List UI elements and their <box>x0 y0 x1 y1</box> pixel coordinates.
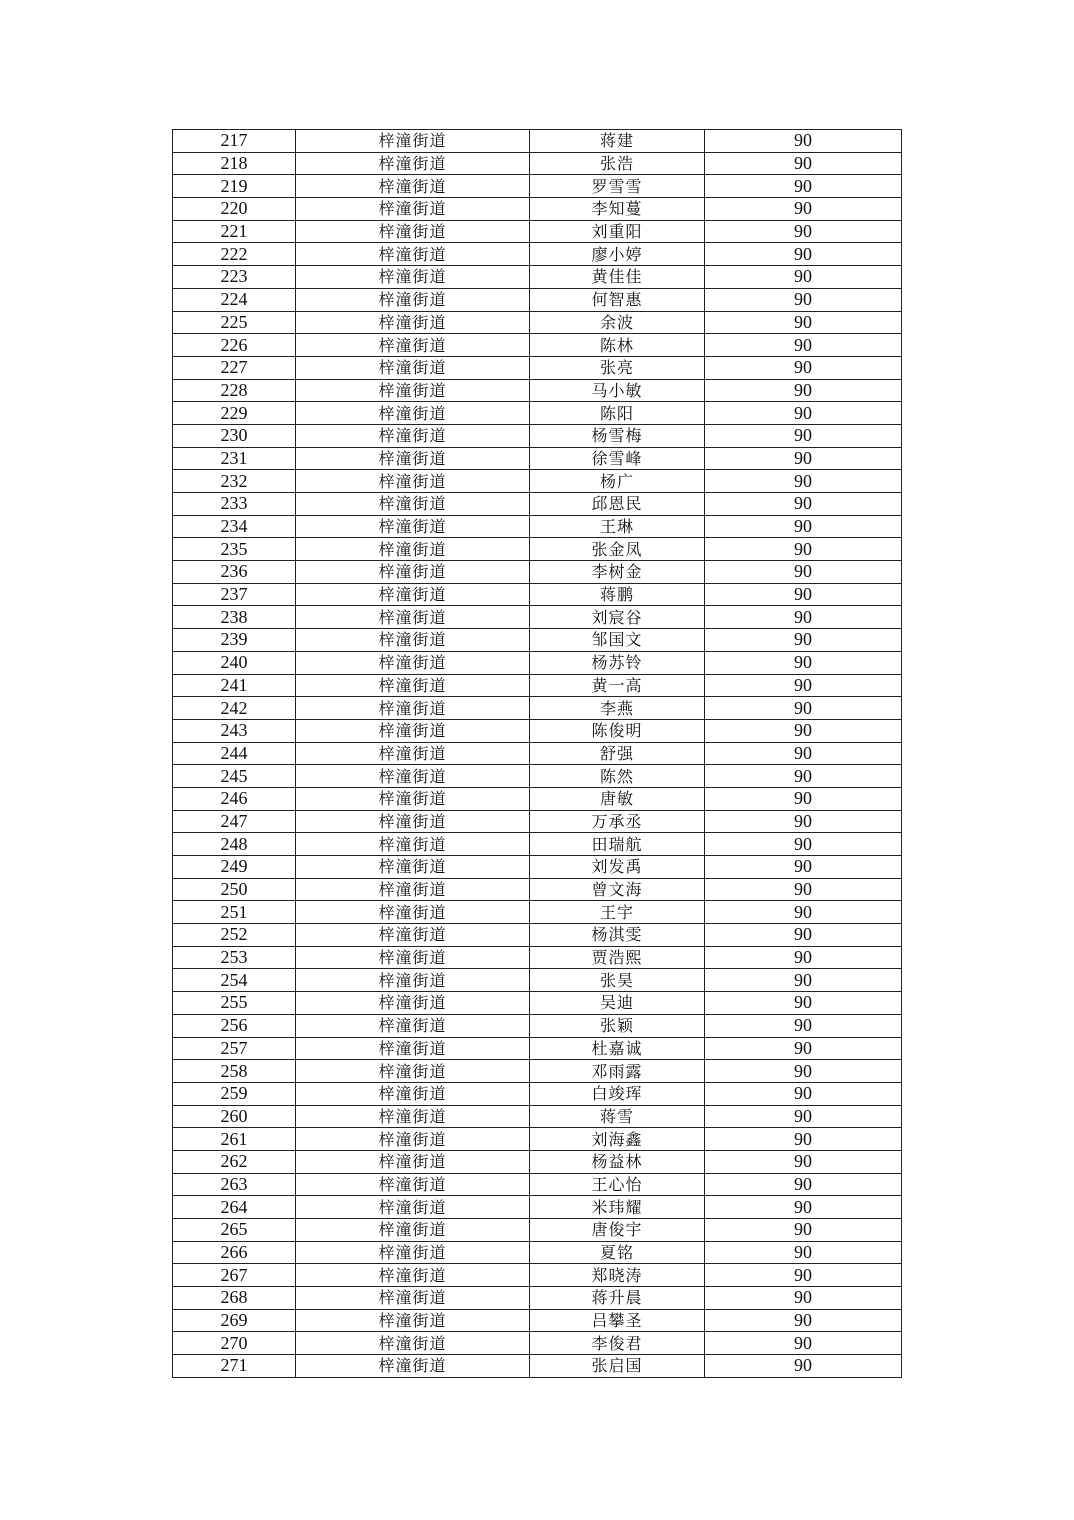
table-row <box>173 833 902 856</box>
cell-name: 黄佳佳 <box>530 266 705 289</box>
table-row <box>173 810 902 833</box>
cell-street: 梓潼街道 <box>296 856 530 879</box>
cell-street: 梓潼街道 <box>296 1287 530 1310</box>
cell-score: 90 <box>705 1128 902 1151</box>
cell-street: 梓潼街道 <box>296 1128 530 1151</box>
cell-street: 梓潼街道 <box>296 1264 530 1287</box>
cell-score: 90 <box>705 583 902 606</box>
cell-street: 梓潼街道 <box>296 1332 530 1355</box>
cell-name: 马小敏 <box>530 379 705 402</box>
cell-score: 90 <box>705 402 902 425</box>
cell-number: 232 <box>173 470 296 493</box>
cell-street: 梓潼街道 <box>296 424 530 447</box>
cell-number: 238 <box>173 606 296 629</box>
table-row <box>173 697 902 720</box>
cell-score: 90 <box>705 924 902 947</box>
cell-number: 228 <box>173 379 296 402</box>
cell-street: 梓潼街道 <box>296 515 530 538</box>
cell-number: 259 <box>173 1082 296 1105</box>
cell-name: 杨淇雯 <box>530 924 705 947</box>
cell-name: 徐雪峰 <box>530 447 705 470</box>
cell-number: 255 <box>173 992 296 1015</box>
cell-number: 265 <box>173 1219 296 1242</box>
cell-name: 刘海鑫 <box>530 1128 705 1151</box>
table-row <box>173 1196 902 1219</box>
cell-name: 陈然 <box>530 765 705 788</box>
table-row <box>173 606 902 629</box>
cell-name: 贾浩熙 <box>530 946 705 969</box>
cell-street: 梓潼街道 <box>296 334 530 357</box>
table-row <box>173 356 902 379</box>
roster-table <box>172 129 902 1378</box>
cell-score: 90 <box>705 969 902 992</box>
cell-number: 233 <box>173 493 296 516</box>
table-row <box>173 402 902 425</box>
cell-name: 李知蔓 <box>530 198 705 221</box>
table-row <box>173 878 902 901</box>
cell-name: 王宇 <box>530 901 705 924</box>
table-row <box>173 424 902 447</box>
cell-score: 90 <box>705 1082 902 1105</box>
cell-number: 243 <box>173 719 296 742</box>
cell-number: 254 <box>173 969 296 992</box>
cell-score: 90 <box>705 1014 902 1037</box>
cell-name: 黄一高 <box>530 674 705 697</box>
cell-score: 90 <box>705 856 902 879</box>
cell-name: 舒强 <box>530 742 705 765</box>
cell-name: 李燕 <box>530 697 705 720</box>
cell-number: 264 <box>173 1196 296 1219</box>
cell-name: 张浩 <box>530 152 705 175</box>
table-row <box>173 901 902 924</box>
cell-number: 226 <box>173 334 296 357</box>
cell-street: 梓潼街道 <box>296 538 530 561</box>
cell-name: 刘重阳 <box>530 220 705 243</box>
cell-number: 262 <box>173 1150 296 1173</box>
cell-score: 90 <box>705 130 902 153</box>
cell-number: 247 <box>173 810 296 833</box>
cell-score: 90 <box>705 946 902 969</box>
cell-name: 蒋鹏 <box>530 583 705 606</box>
table-row <box>173 266 902 289</box>
cell-score: 90 <box>705 697 902 720</box>
cell-score: 90 <box>705 674 902 697</box>
cell-name: 米玮耀 <box>530 1196 705 1219</box>
cell-score: 90 <box>705 266 902 289</box>
cell-score: 90 <box>705 243 902 266</box>
cell-number: 219 <box>173 175 296 198</box>
cell-number: 242 <box>173 697 296 720</box>
table-row <box>173 856 902 879</box>
table-row <box>173 992 902 1015</box>
cell-score: 90 <box>705 1355 902 1378</box>
cell-name: 吕攀圣 <box>530 1309 705 1332</box>
cell-number: 244 <box>173 742 296 765</box>
cell-number: 223 <box>173 266 296 289</box>
roster-table-body <box>173 130 902 1378</box>
cell-name: 万承丞 <box>530 810 705 833</box>
table-row <box>173 1150 902 1173</box>
cell-number: 237 <box>173 583 296 606</box>
table-row <box>173 1287 902 1310</box>
table-row <box>173 515 902 538</box>
cell-name: 杜嘉诚 <box>530 1037 705 1060</box>
table-row <box>173 198 902 221</box>
cell-score: 90 <box>705 447 902 470</box>
cell-number: 252 <box>173 924 296 947</box>
cell-number: 227 <box>173 356 296 379</box>
cell-street: 梓潼街道 <box>296 583 530 606</box>
cell-street: 梓潼街道 <box>296 1173 530 1196</box>
cell-name: 张颖 <box>530 1014 705 1037</box>
cell-score: 90 <box>705 561 902 584</box>
cell-number: 263 <box>173 1173 296 1196</box>
cell-name: 何智惠 <box>530 288 705 311</box>
cell-score: 90 <box>705 833 902 856</box>
cell-street: 梓潼街道 <box>296 969 530 992</box>
cell-score: 90 <box>705 810 902 833</box>
table-row <box>173 288 902 311</box>
table-row <box>173 152 902 175</box>
cell-name: 李树金 <box>530 561 705 584</box>
cell-street: 梓潼街道 <box>296 878 530 901</box>
table-row <box>173 1309 902 1332</box>
cell-number: 239 <box>173 629 296 652</box>
cell-name: 杨广 <box>530 470 705 493</box>
cell-name: 陈俊明 <box>530 719 705 742</box>
table-row <box>173 674 902 697</box>
cell-score: 90 <box>705 220 902 243</box>
cell-number: 253 <box>173 946 296 969</box>
cell-score: 90 <box>705 1173 902 1196</box>
cell-street: 梓潼街道 <box>296 992 530 1015</box>
cell-street: 梓潼街道 <box>296 152 530 175</box>
cell-number: 222 <box>173 243 296 266</box>
table-row <box>173 243 902 266</box>
cell-street: 梓潼街道 <box>296 1355 530 1378</box>
cell-street: 梓潼街道 <box>296 674 530 697</box>
cell-number: 224 <box>173 288 296 311</box>
table-row <box>173 1355 902 1378</box>
cell-name: 唐俊宇 <box>530 1219 705 1242</box>
cell-street: 梓潼街道 <box>296 1082 530 1105</box>
cell-street: 梓潼街道 <box>296 1105 530 1128</box>
cell-number: 267 <box>173 1264 296 1287</box>
cell-score: 90 <box>705 742 902 765</box>
cell-street: 梓潼街道 <box>296 356 530 379</box>
cell-street: 梓潼街道 <box>296 447 530 470</box>
cell-score: 90 <box>705 787 902 810</box>
cell-score: 90 <box>705 1037 902 1060</box>
cell-number: 235 <box>173 538 296 561</box>
cell-name: 刘发禹 <box>530 856 705 879</box>
cell-score: 90 <box>705 198 902 221</box>
cell-number: 241 <box>173 674 296 697</box>
cell-street: 梓潼街道 <box>296 697 530 720</box>
cell-name: 杨苏铃 <box>530 651 705 674</box>
cell-score: 90 <box>705 1105 902 1128</box>
table-row <box>173 969 902 992</box>
cell-name: 郑晓涛 <box>530 1264 705 1287</box>
cell-street: 梓潼街道 <box>296 288 530 311</box>
cell-street: 梓潼街道 <box>296 719 530 742</box>
cell-street: 梓潼街道 <box>296 1241 530 1264</box>
cell-score: 90 <box>705 1287 902 1310</box>
table-row <box>173 1060 902 1083</box>
table-row <box>173 1219 902 1242</box>
cell-number: 229 <box>173 402 296 425</box>
cell-name: 蒋建 <box>530 130 705 153</box>
table-row <box>173 538 902 561</box>
cell-number: 220 <box>173 198 296 221</box>
cell-score: 90 <box>705 288 902 311</box>
cell-number: 240 <box>173 651 296 674</box>
cell-score: 90 <box>705 1309 902 1332</box>
cell-number: 269 <box>173 1309 296 1332</box>
table-row <box>173 1105 902 1128</box>
cell-score: 90 <box>705 334 902 357</box>
cell-score: 90 <box>705 651 902 674</box>
cell-number: 245 <box>173 765 296 788</box>
cell-number: 221 <box>173 220 296 243</box>
table-row <box>173 470 902 493</box>
cell-name: 陈阳 <box>530 402 705 425</box>
cell-street: 梓潼街道 <box>296 606 530 629</box>
cell-number: 271 <box>173 1355 296 1378</box>
cell-number: 251 <box>173 901 296 924</box>
table-row <box>173 1264 902 1287</box>
cell-name: 张亮 <box>530 356 705 379</box>
cell-name: 邹国文 <box>530 629 705 652</box>
cell-name: 唐敏 <box>530 787 705 810</box>
table-row <box>173 1241 902 1264</box>
cell-score: 90 <box>705 356 902 379</box>
table-row <box>173 629 902 652</box>
cell-name: 吴迪 <box>530 992 705 1015</box>
cell-name: 罗雪雪 <box>530 175 705 198</box>
cell-score: 90 <box>705 901 902 924</box>
cell-street: 梓潼街道 <box>296 130 530 153</box>
table-row <box>173 946 902 969</box>
cell-score: 90 <box>705 379 902 402</box>
table-row <box>173 493 902 516</box>
cell-number: 231 <box>173 447 296 470</box>
cell-name: 张金凤 <box>530 538 705 561</box>
table-row <box>173 651 902 674</box>
cell-name: 杨益林 <box>530 1150 705 1173</box>
cell-street: 梓潼街道 <box>296 787 530 810</box>
cell-number: 260 <box>173 1105 296 1128</box>
cell-score: 90 <box>705 606 902 629</box>
cell-street: 梓潼街道 <box>296 810 530 833</box>
cell-score: 90 <box>705 765 902 788</box>
cell-score: 90 <box>705 152 902 175</box>
table-row <box>173 1173 902 1196</box>
cell-score: 90 <box>705 470 902 493</box>
table-row <box>173 379 902 402</box>
cell-street: 梓潼街道 <box>296 243 530 266</box>
cell-score: 90 <box>705 1332 902 1355</box>
cell-street: 梓潼街道 <box>296 470 530 493</box>
cell-street: 梓潼街道 <box>296 742 530 765</box>
cell-street: 梓潼街道 <box>296 1150 530 1173</box>
cell-street: 梓潼街道 <box>296 311 530 334</box>
cell-street: 梓潼街道 <box>296 1014 530 1037</box>
table-row <box>173 1082 902 1105</box>
cell-street: 梓潼街道 <box>296 833 530 856</box>
cell-street: 梓潼街道 <box>296 651 530 674</box>
cell-number: 250 <box>173 878 296 901</box>
cell-street: 梓潼街道 <box>296 1037 530 1060</box>
cell-score: 90 <box>705 538 902 561</box>
cell-number: 249 <box>173 856 296 879</box>
cell-street: 梓潼街道 <box>296 765 530 788</box>
cell-street: 梓潼街道 <box>296 402 530 425</box>
table-row <box>173 924 902 947</box>
cell-name: 陈林 <box>530 334 705 357</box>
table-row <box>173 719 902 742</box>
table-row <box>173 175 902 198</box>
cell-name: 邓雨露 <box>530 1060 705 1083</box>
cell-name: 邱恩民 <box>530 493 705 516</box>
cell-number: 261 <box>173 1128 296 1151</box>
cell-name: 白竣珲 <box>530 1082 705 1105</box>
cell-score: 90 <box>705 992 902 1015</box>
cell-score: 90 <box>705 1219 902 1242</box>
table-row <box>173 1014 902 1037</box>
table-row <box>173 130 902 153</box>
cell-score: 90 <box>705 175 902 198</box>
cell-score: 90 <box>705 629 902 652</box>
cell-name: 蒋雪 <box>530 1105 705 1128</box>
cell-street: 梓潼街道 <box>296 924 530 947</box>
cell-number: 218 <box>173 152 296 175</box>
cell-street: 梓潼街道 <box>296 198 530 221</box>
cell-street: 梓潼街道 <box>296 379 530 402</box>
cell-street: 梓潼街道 <box>296 901 530 924</box>
cell-name: 余波 <box>530 311 705 334</box>
cell-street: 梓潼街道 <box>296 629 530 652</box>
cell-score: 90 <box>705 493 902 516</box>
cell-name: 李俊君 <box>530 1332 705 1355</box>
cell-score: 90 <box>705 1150 902 1173</box>
cell-score: 90 <box>705 1196 902 1219</box>
cell-street: 梓潼街道 <box>296 493 530 516</box>
table-row <box>173 561 902 584</box>
cell-name: 张昊 <box>530 969 705 992</box>
cell-score: 90 <box>705 311 902 334</box>
cell-name: 王心怡 <box>530 1173 705 1196</box>
table-row <box>173 220 902 243</box>
cell-score: 90 <box>705 719 902 742</box>
cell-score: 90 <box>705 424 902 447</box>
table-row <box>173 1128 902 1151</box>
cell-name: 张启国 <box>530 1355 705 1378</box>
cell-number: 225 <box>173 311 296 334</box>
cell-number: 217 <box>173 130 296 153</box>
table-row <box>173 1037 902 1060</box>
cell-score: 90 <box>705 1264 902 1287</box>
cell-name: 曾文海 <box>530 878 705 901</box>
cell-number: 257 <box>173 1037 296 1060</box>
cell-number: 270 <box>173 1332 296 1355</box>
cell-score: 90 <box>705 1060 902 1083</box>
table-row <box>173 787 902 810</box>
cell-name: 夏铭 <box>530 1241 705 1264</box>
cell-number: 234 <box>173 515 296 538</box>
cell-street: 梓潼街道 <box>296 266 530 289</box>
cell-street: 梓潼街道 <box>296 175 530 198</box>
table-row <box>173 583 902 606</box>
table-row <box>173 742 902 765</box>
table-row <box>173 334 902 357</box>
cell-street: 梓潼街道 <box>296 1060 530 1083</box>
cell-score: 90 <box>705 878 902 901</box>
cell-street: 梓潼街道 <box>296 1219 530 1242</box>
cell-number: 230 <box>173 424 296 447</box>
cell-name: 田瑞航 <box>530 833 705 856</box>
cell-street: 梓潼街道 <box>296 561 530 584</box>
cell-street: 梓潼街道 <box>296 946 530 969</box>
cell-number: 268 <box>173 1287 296 1310</box>
cell-number: 256 <box>173 1014 296 1037</box>
cell-number: 236 <box>173 561 296 584</box>
cell-number: 258 <box>173 1060 296 1083</box>
cell-name: 王琳 <box>530 515 705 538</box>
cell-score: 90 <box>705 1241 902 1264</box>
cell-number: 246 <box>173 787 296 810</box>
cell-name: 廖小婷 <box>530 243 705 266</box>
cell-score: 90 <box>705 515 902 538</box>
table-row <box>173 447 902 470</box>
cell-name: 蒋升晨 <box>530 1287 705 1310</box>
cell-street: 梓潼街道 <box>296 1309 530 1332</box>
cell-street: 梓潼街道 <box>296 220 530 243</box>
table-row <box>173 765 902 788</box>
table-row <box>173 1332 902 1355</box>
cell-name: 杨雪梅 <box>530 424 705 447</box>
cell-number: 266 <box>173 1241 296 1264</box>
cell-street: 梓潼街道 <box>296 1196 530 1219</box>
cell-name: 刘宸谷 <box>530 606 705 629</box>
cell-number: 248 <box>173 833 296 856</box>
table-row <box>173 311 902 334</box>
